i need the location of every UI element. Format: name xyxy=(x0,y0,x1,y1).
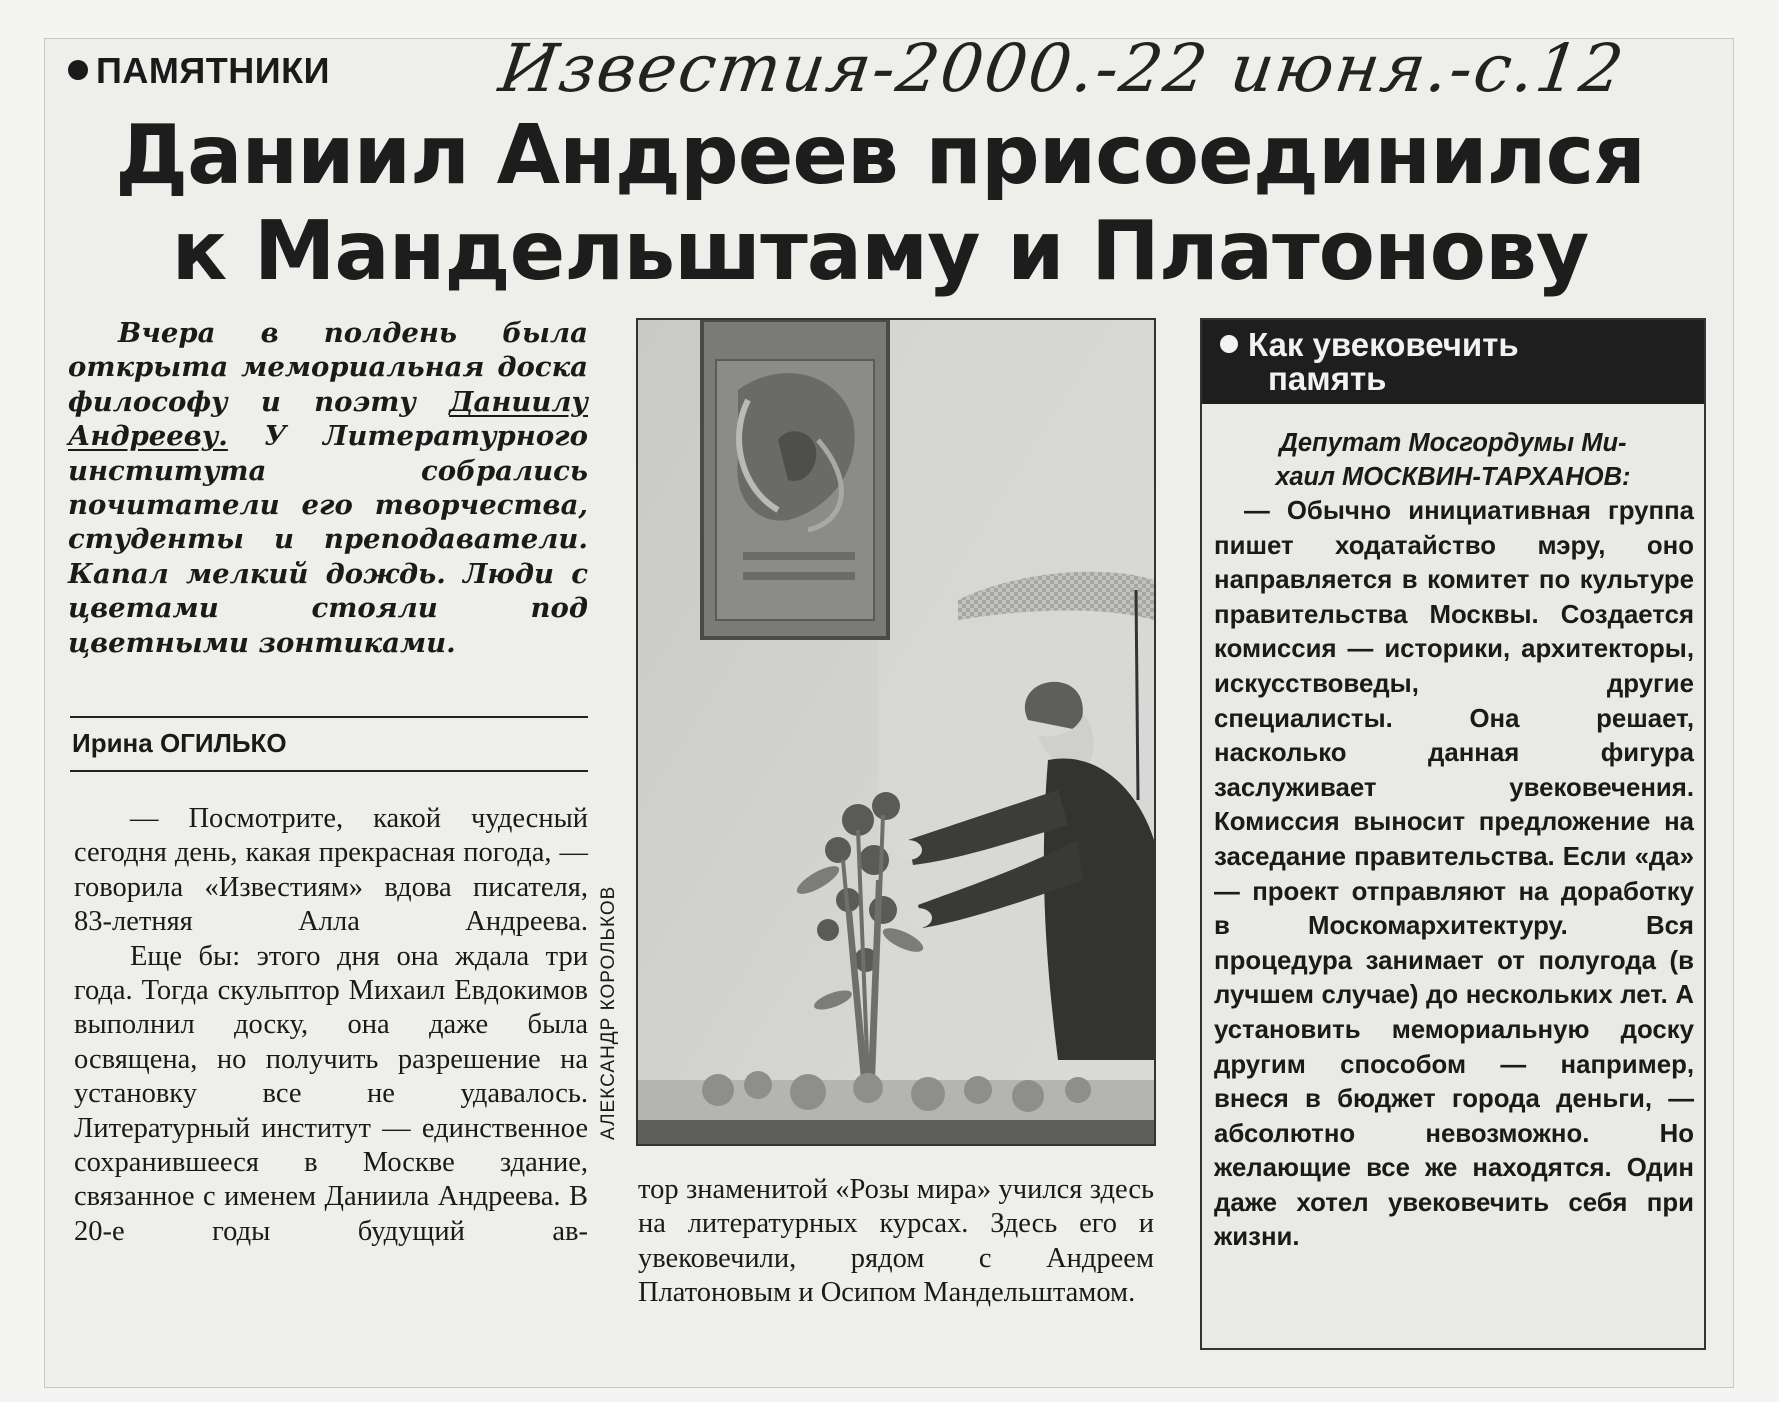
bullet-icon xyxy=(1220,335,1238,353)
sidebar-title: Как увековечить память xyxy=(1202,320,1704,404)
article-paragraph: Еще бы: этого дня она ждала три года. Тогда скульптор Михаил Евдокимов выполнил доску, она даже была освящена, но получить разрешение на установку все не удавалось. Литературный институт — единственное сохранившееся в Москве здание, связанное с именем Даниила Андреева. В 20-е годы будущий ав- xyxy=(74,940,588,1247)
article-paragraph: — Посмотрите, какой чудесный сегодня день, какая прекрасная погода, — говорила «Известиям» вдова писателя, 83-летняя Алла Андреева. xyxy=(74,803,588,938)
headline xyxy=(60,108,1700,300)
byline: Ирина ОГИЛЬКО xyxy=(72,728,287,758)
article-paragraph: тор знаменитой «Розы мира» учился здесь на литературных курсах. Здесь его и увековечили, рядом с Андреем Платоновым и Осипом Мандельштамом. xyxy=(638,1174,1154,1309)
photo-credit: АЛЕКСАНДР КОРОЛЬКОВ xyxy=(598,885,619,1140)
lead-underlined-name: Даниилу Андрееву. xyxy=(68,385,588,453)
headline-line-1: Даниил Андреев присоединился xyxy=(115,108,1645,203)
photo-memorial-plaque-ceremony xyxy=(638,320,1154,1144)
bullet-icon xyxy=(68,60,88,80)
sidebar-box xyxy=(1200,318,1706,1350)
headline-line-2: к Мандельштаму и Платонову xyxy=(171,204,1589,299)
section-rubric: ПАМЯТНИКИ xyxy=(68,50,330,92)
sidebar-paragraph: — Обычно инициативная группа пишет ходатайство мэру, оно направляется в комитет по культуре правительства Москвы. Создается комиссия — историки, архитекторы, искусствоведы, другие специалисты. Она решает, насколько данная фигура заслуживает увековечения. Комиссия выносит предложение на заседание правительства. Если «да» — проект отправляют на доработку в Москомархитектуру. Вся процедура занимает от полугода (в лучшем случае) до нескольких лет. А установить мемориальную доску другим способом — например, внеся в бюджет города деньги, — абсолютно невозможно. Но желающие все же находятся. Один даже хотел увековечить себя при жизни. xyxy=(1214,497,1694,1252)
lead-paragraph: Вчера в полдень была открыта мемориальная доска философу и поэту Даниилу Андрееву. У Литературного института собрались почитатели его творчества, студенты и преподаватели. Капал мелкий дождь. Люди с цветами стояли под цветными зонтиками. xyxy=(68,317,588,659)
sidebar-text xyxy=(1214,494,1694,1255)
sidebar-intro: Депутат Мосгордумы Ми- хаил МОСКВИН-ТАРХАНОВ: xyxy=(1275,429,1631,491)
article-column-1 xyxy=(74,802,588,1249)
handwritten-source-note: Известия-2000.-22 июня.-с.12 xyxy=(494,30,1630,107)
article-photo xyxy=(636,318,1156,1146)
divider xyxy=(70,716,588,718)
article-column-2 xyxy=(638,1173,1154,1311)
divider xyxy=(70,770,588,772)
